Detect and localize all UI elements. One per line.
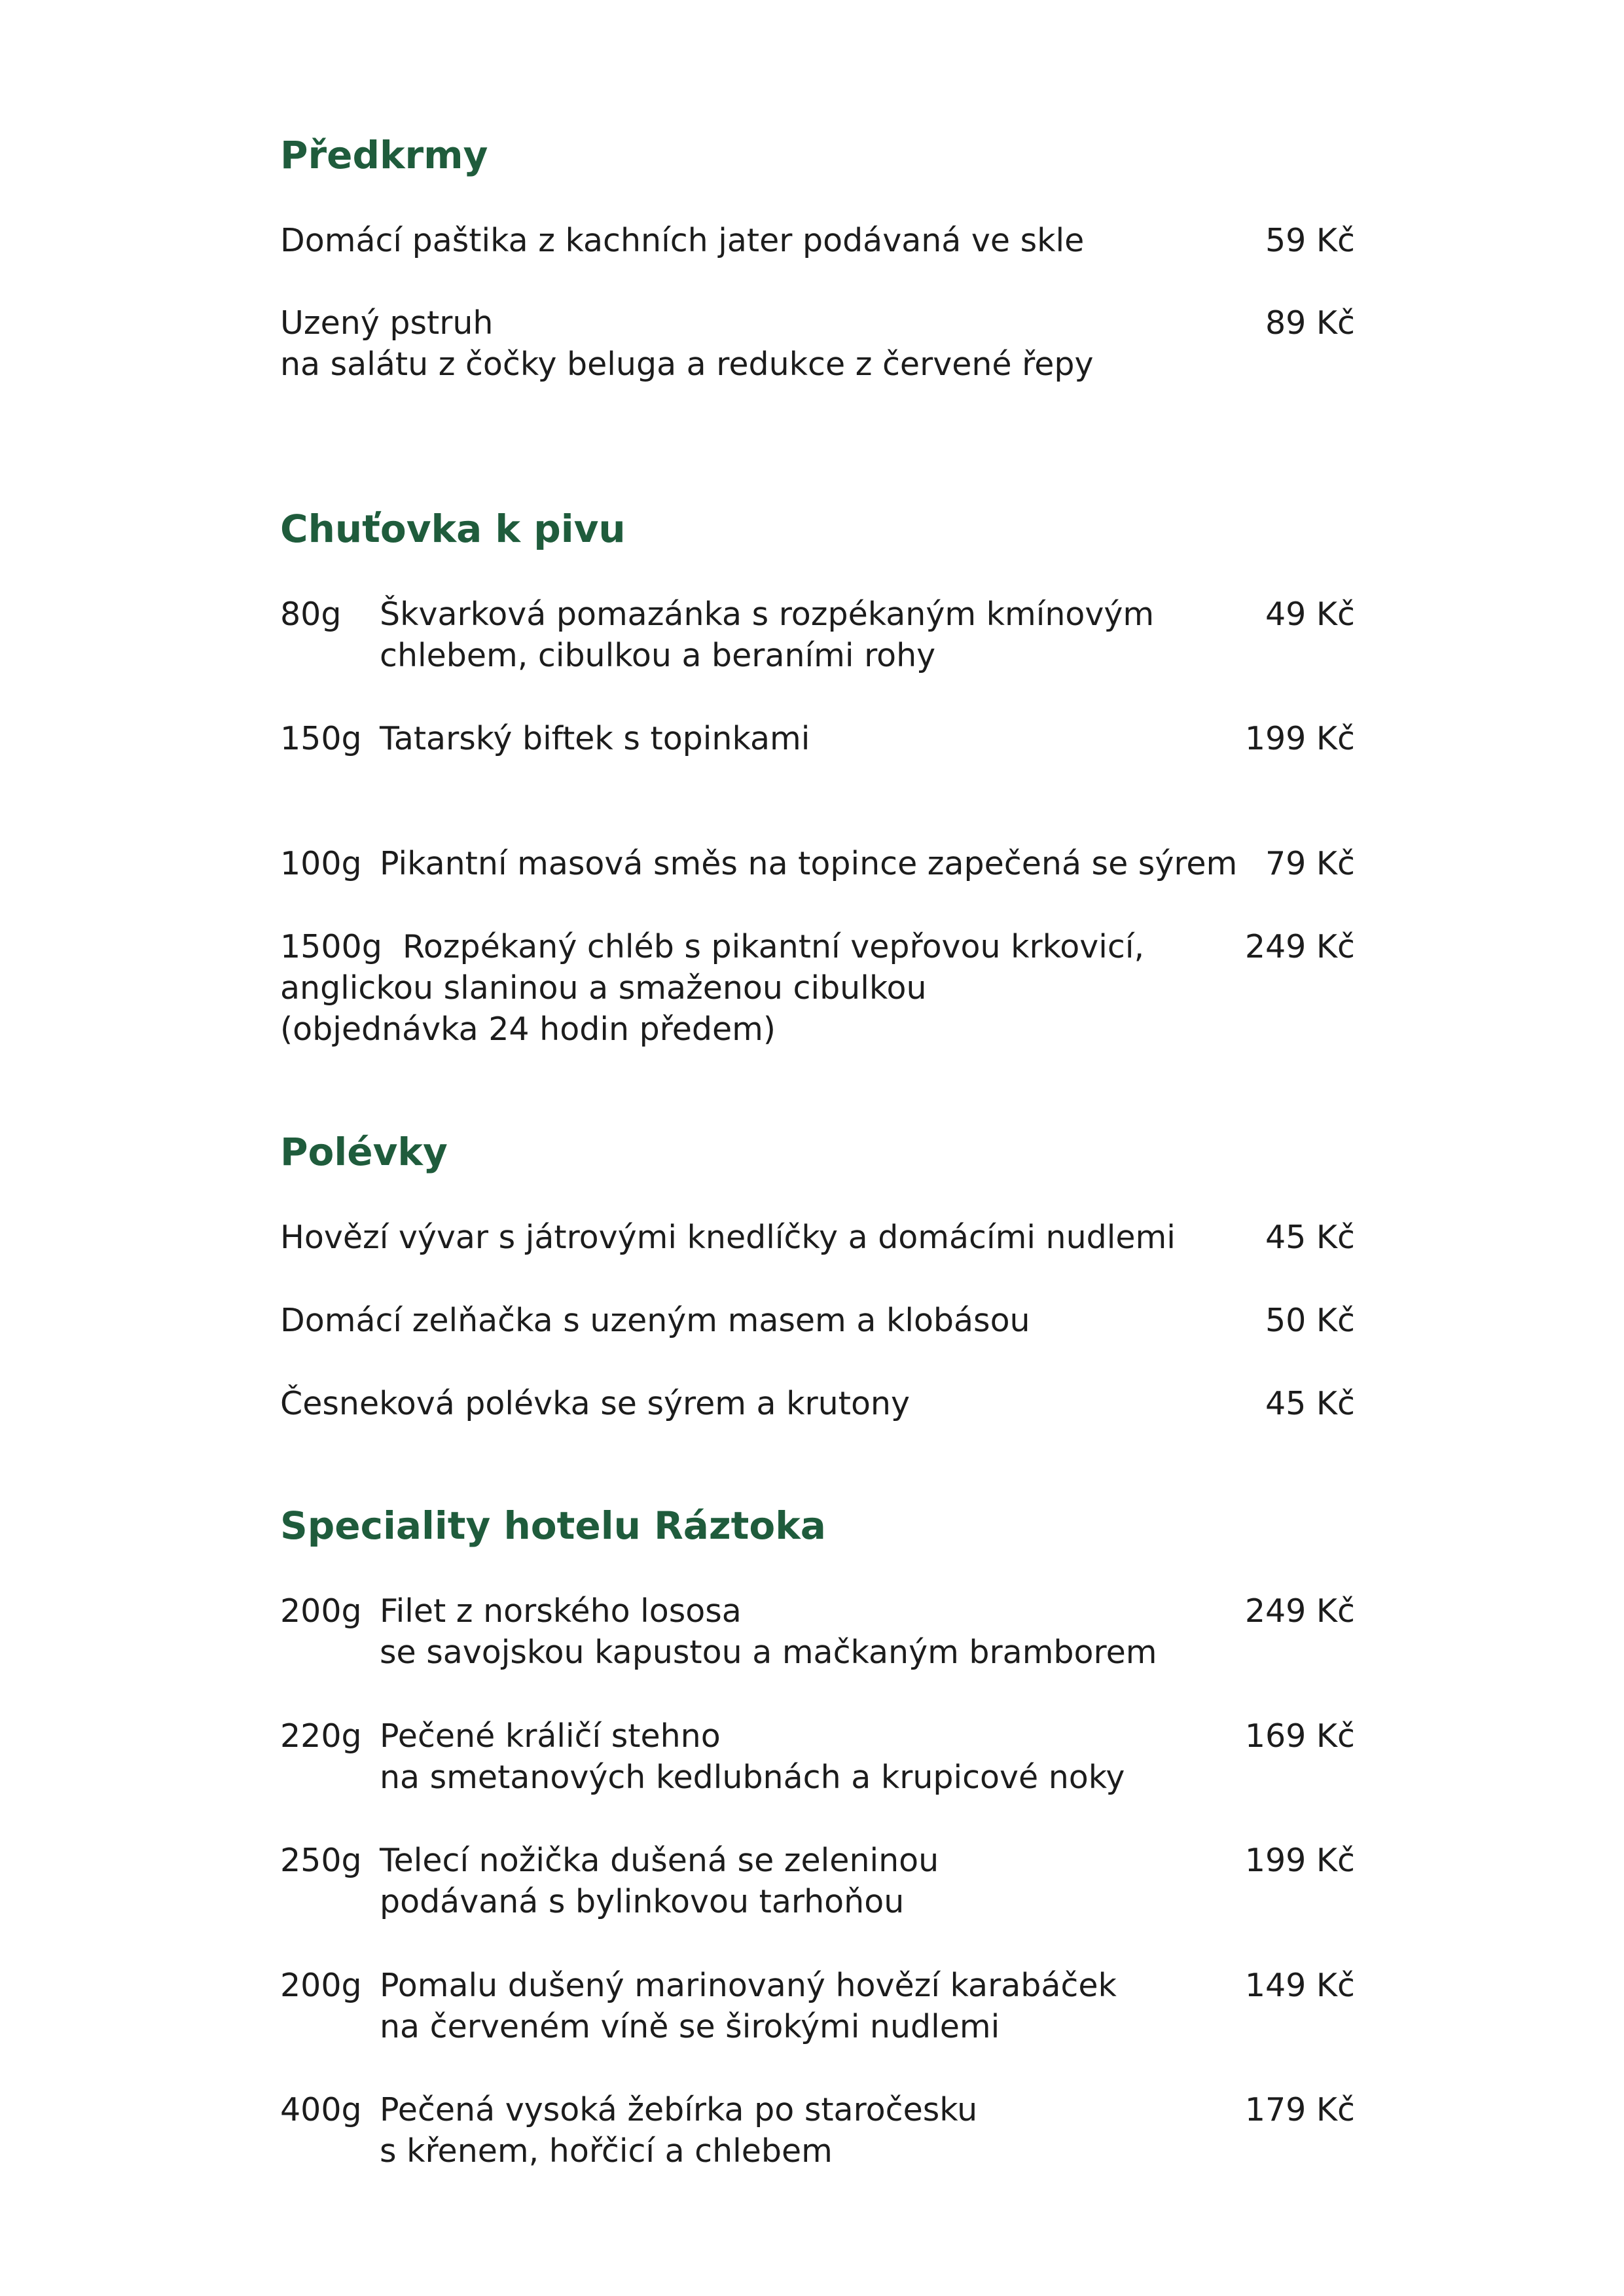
- item-description: [280, 1300, 1030, 1341]
- item-detail: s křenem, hořčicí a chlebem: [380, 2132, 833, 2170]
- item-name: Pečená vysoká žebírka po staročesku: [380, 2091, 978, 2128]
- item-description: [280, 1383, 910, 1424]
- item-description: [380, 1590, 1157, 1673]
- item-price: 45 Kč: [1265, 1385, 1355, 1422]
- item-name: Škvarková pomazánka s rozpékaným kmínovým: [380, 596, 1155, 633]
- item-description: [280, 302, 1093, 385]
- item-description: [280, 926, 1144, 1050]
- item-description: [380, 594, 1154, 676]
- item-detail: podávaná s bylinkovou tarhoňou: [380, 1883, 905, 1920]
- item-name: Rozpékaný chléb s pikantní vepřovou krkovicí,: [402, 928, 1145, 965]
- item-weight: 80g: [280, 596, 342, 633]
- item-weight: 400g: [280, 2091, 362, 2128]
- item-price: 179 Kč: [1244, 2091, 1355, 2128]
- item-detail: se savojskou kapustou a mačkaným bramborem: [380, 1634, 1157, 1671]
- item-description: [380, 1715, 1125, 1798]
- item-price: 79 Kč: [1265, 845, 1355, 882]
- item-description: [380, 1965, 1117, 2047]
- item-description: [380, 718, 810, 759]
- item-detail: anglickou slaninou a smaženou cibulkou: [280, 969, 927, 1007]
- item-weight: 250g: [280, 1842, 362, 1879]
- item-price: 49 Kč: [1265, 596, 1355, 633]
- item-name: Filet z norského lososa: [380, 1592, 742, 1630]
- item-price: 89 Kč: [1265, 304, 1355, 342]
- item-name: Uzený pstruh: [280, 304, 494, 342]
- item-name: Pikantní masová směs na topince zapečená se sýrem: [380, 845, 1238, 882]
- item-price: 169 Kč: [1244, 1717, 1355, 1755]
- item-weight: 200g: [280, 1592, 362, 1630]
- item-first-line: [280, 926, 1144, 967]
- section-heading-polevky: Polévky: [280, 1130, 448, 1174]
- item-name: Česneková polévka se sýrem a krutony: [280, 1385, 910, 1422]
- item-name: Domácí zelňačka s uzeným masem a klobásou: [280, 1302, 1030, 1339]
- item-price: 45 Kč: [1265, 1219, 1355, 1256]
- item-description: [380, 1840, 939, 1922]
- item-price: 50 Kč: [1265, 1302, 1355, 1339]
- item-price: 149 Kč: [1244, 1967, 1355, 2004]
- item-name: Domácí paštika z kachních jater podávaná ve skle: [280, 222, 1085, 259]
- item-weight: 220g: [280, 1717, 362, 1755]
- item-weight: 150g: [280, 720, 362, 757]
- item-price: 199 Kč: [1244, 1842, 1355, 1879]
- item-description: [380, 2089, 977, 2172]
- item-weight: 100g: [280, 845, 362, 882]
- item-name: Hovězí vývar s játrovými knedlíčky a domácími nudlemi: [280, 1219, 1176, 1256]
- item-weight: 1500g: [280, 928, 382, 965]
- item-name: Telecí nožička dušená se zeleninou: [380, 1842, 939, 1879]
- item-name: Pečené králičí stehno: [380, 1717, 721, 1755]
- item-description: [380, 843, 1237, 884]
- section-heading-predkrmy: Předkrmy: [280, 133, 488, 177]
- item-detail: na červeném víně se širokými nudlemi: [380, 2008, 1000, 2045]
- item-price: 249 Kč: [1244, 1592, 1355, 1630]
- item-weight: 200g: [280, 1967, 362, 2004]
- item-detail: chlebem, cibulkou a beraními rohy: [380, 637, 936, 674]
- item-name: Pomalu dušený marinovaný hovězí karabáček: [380, 1967, 1117, 2004]
- item-description: [280, 1217, 1176, 1258]
- item-name: Tatarský biftek s topinkami: [380, 720, 810, 757]
- item-price: 59 Kč: [1265, 222, 1355, 259]
- item-detail: na smetanových kedlubnách a krupicové noky: [380, 1759, 1125, 1796]
- item-description: [280, 220, 1084, 261]
- item-price: 249 Kč: [1244, 928, 1355, 965]
- item-price: 199 Kč: [1244, 720, 1355, 757]
- section-heading-speciality: Speciality hotelu Ráztoka: [280, 1503, 826, 1548]
- item-note: (objednávka 24 hodin předem): [280, 1011, 776, 1048]
- section-heading-chutovka: Chuťovka k pivu: [280, 507, 626, 551]
- item-detail: na salátu z čočky beluga a redukce z červené řepy: [280, 346, 1094, 383]
